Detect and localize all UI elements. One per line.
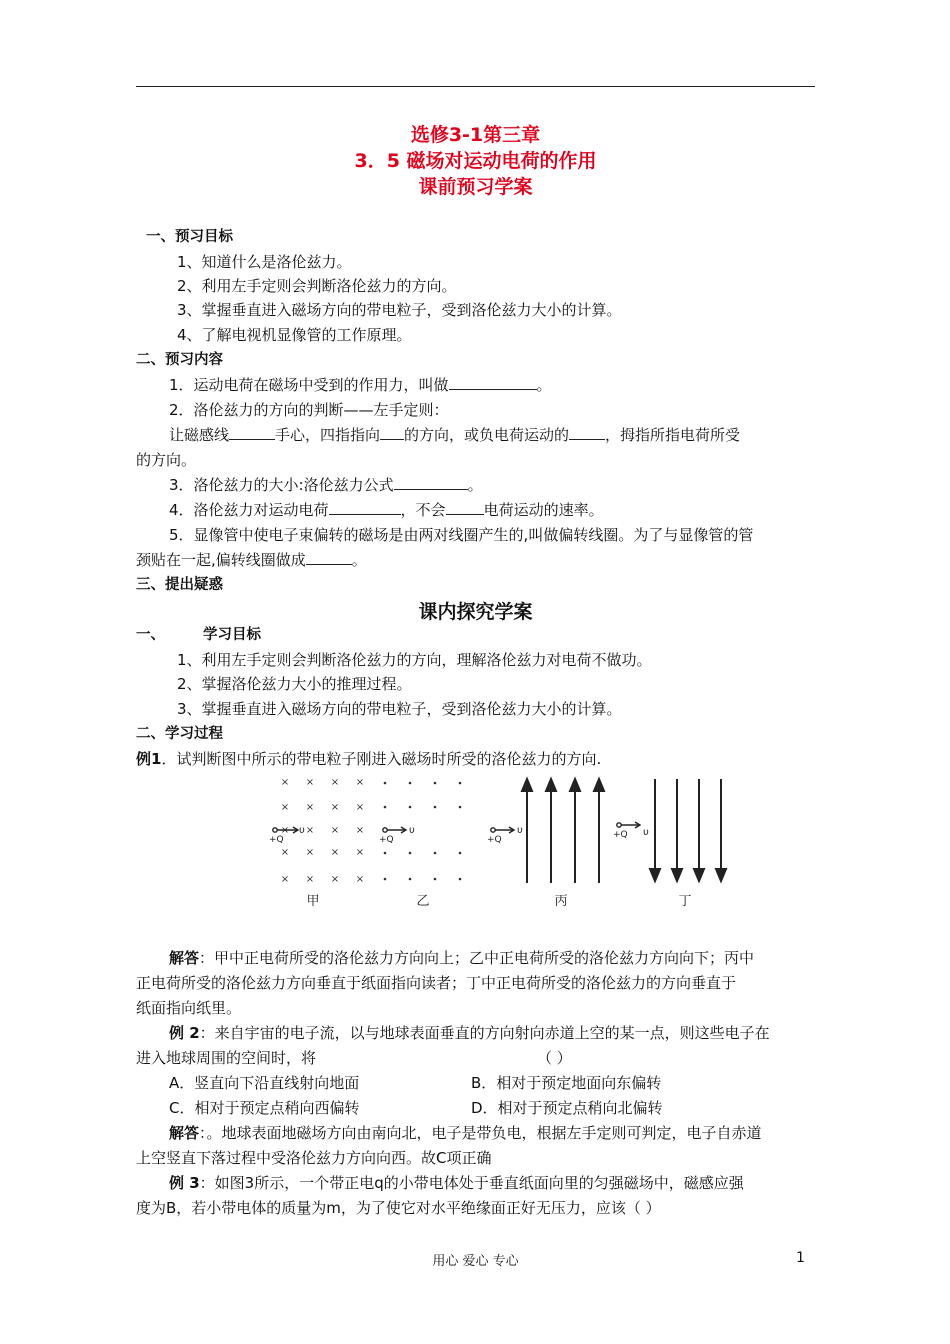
example-2 xyxy=(169,1021,849,1045)
example-1-text: ．试判断图中所示的带电粒子刚进入磁场时所受的洛伦兹力的方向. xyxy=(161,750,602,768)
example-3-line-2: 度为B，若小带电体的质量为m，为了使它对水平绝缘面正好无压力，应该（ ） xyxy=(136,1199,661,1217)
option-a: A．竖直向下沿直线射向地面 xyxy=(169,1074,360,1092)
fill-blank[interactable] xyxy=(394,473,468,490)
option-b: B．相对于预定地面向东偏转 xyxy=(471,1074,662,1092)
fill-blank[interactable] xyxy=(329,498,401,515)
velocity-label-bing: υ xyxy=(517,825,523,836)
example-2-text: ：来自宇宙的电子流，以与地球表面垂直的方向射向赤道上空的某一点，则这些电子在 xyxy=(199,1024,770,1042)
svg-text:×: × xyxy=(355,874,365,885)
svg-text:×: × xyxy=(305,847,315,858)
fill-blank[interactable] xyxy=(380,423,404,440)
content-item-2: 2．洛伦兹力的方向的判断——左手定则： xyxy=(169,401,449,419)
header-rule xyxy=(136,86,815,87)
content-item-4-text: 4．洛伦兹力对运动电荷 xyxy=(169,501,329,519)
answer-2 xyxy=(169,1121,849,1145)
field-dots-yi xyxy=(384,782,462,881)
example-3 xyxy=(169,1171,849,1195)
title-preview: 课前预习学案 xyxy=(418,176,533,198)
magnetic-field-figure xyxy=(255,775,735,910)
panel-label-jia: 甲 xyxy=(306,894,320,909)
option-d: D．相对于预定点稍向北偏转 xyxy=(471,1099,663,1117)
example-1 xyxy=(136,747,816,771)
answer-1-text: ：甲中正电荷所受的洛伦兹力方向向上；乙中正电荷所受的洛伦兹力方向向下；丙中 xyxy=(199,949,755,967)
charge-yi xyxy=(383,827,406,833)
rule-text-3: 的方向，或负电荷运动的 xyxy=(404,426,570,444)
svg-text:×: × xyxy=(280,847,290,858)
answer-1-line-2: 正电荷所受的洛伦兹力方向垂直于纸面指向读者；丁中正电荷所受的洛伦兹力的方向垂直于 xyxy=(136,974,737,992)
content-item-5-text: 颈贴在一起,偏转线圈做成 xyxy=(136,551,306,569)
example-1-label: 例1 xyxy=(136,750,162,768)
field-lines-bing xyxy=(522,779,604,883)
panel-label-yi: 乙 xyxy=(416,894,430,909)
preview-goal-3: 3、掌握垂直进入磁场方向的带电粒子，受到洛伦兹力大小的计算。 xyxy=(177,301,622,319)
velocity-label-jia: υ xyxy=(299,825,305,836)
content-item-4-end: 电荷运动的速率。 xyxy=(483,501,604,519)
inclass-goal-3: 3、掌握垂直进入磁场方向的带电粒子，受到洛伦兹力大小的计算。 xyxy=(177,700,622,718)
content-item-5-end: 。 xyxy=(351,551,367,569)
fill-blank[interactable] xyxy=(446,498,484,515)
title-section: 3．5 磁场对运动电荷的作用 xyxy=(354,150,597,172)
preview-goal-4: 4、了解电视机显像管的工作原理。 xyxy=(177,326,412,344)
svg-text:×: × xyxy=(280,825,290,836)
svg-text:×: × xyxy=(280,802,290,813)
answer-2-label: 解答 xyxy=(169,1124,200,1142)
content-item-4-mid: ，不会 xyxy=(400,501,446,519)
answer-2-text: ：。地球表面地磁场方向由南向北，电子是带负电，根据左手定则可判定，电子自赤道 xyxy=(199,1124,762,1142)
field-lines-ding xyxy=(650,779,726,881)
inclass-goal-2: 2、掌握洛伦兹力大小的推理过程。 xyxy=(177,675,412,693)
svg-text:×: × xyxy=(330,874,340,885)
svg-text:×: × xyxy=(355,825,365,836)
inclass-goal-1: 1、利用左手定则会判断洛伦兹力的方向，理解洛伦兹力对电荷不做功。 xyxy=(177,651,652,669)
answer-2-line-2: 上空竖直下落过程中受洛伦兹力方向向西。故C项正确 xyxy=(136,1149,492,1167)
content-item-1 xyxy=(169,373,849,397)
inclass-heading: 课内探究学案 xyxy=(418,601,533,623)
field-crosses-jia xyxy=(281,777,364,885)
panel-label-ding: 丁 xyxy=(678,894,692,909)
svg-text:×: × xyxy=(355,802,365,813)
charge-label-jia: +Q xyxy=(269,835,284,845)
preview-content-heading: 二、预习内容 xyxy=(136,352,223,368)
svg-text:×: × xyxy=(330,847,340,858)
charge-label-bing: +Q xyxy=(487,835,502,845)
fill-blank[interactable] xyxy=(229,423,275,440)
content-item-5: 5．显像管中使电子束偏转的磁场是由两对线圈产生的,叫做偏转线圈。为了与显像管的管 xyxy=(169,526,754,544)
content-item-4 xyxy=(169,498,849,522)
example-3-text: ：如图3所示，一个带正电q的小带电体处于垂直纸面向里的匀强磁场中，磁感应强 xyxy=(199,1174,744,1192)
rule-text-1: 让磁感线 xyxy=(169,426,230,444)
example-2-line-2: 进入地球周围的空间时，将 xyxy=(136,1049,317,1067)
content-item-3-text: 3．洛伦兹力的大小:洛伦兹力公式 xyxy=(169,476,394,494)
panel-label-bing: 丙 xyxy=(554,894,568,909)
svg-text:×: × xyxy=(280,777,290,788)
content-item-3 xyxy=(169,473,849,497)
svg-text:×: × xyxy=(305,802,315,813)
content-item-3-end: 。 xyxy=(467,476,483,494)
content-item-2-rule-cont: 的方向。 xyxy=(136,451,197,469)
svg-text:×: × xyxy=(355,777,365,788)
charge-label-yi: +Q xyxy=(379,835,394,845)
fill-blank[interactable] xyxy=(306,548,352,565)
preview-goals-heading: 一、预习目标 xyxy=(146,229,233,245)
answer-1 xyxy=(169,946,849,970)
answer-bracket[interactable]: （ ） xyxy=(537,1049,572,1067)
charge-label-ding: +Q xyxy=(613,830,628,840)
svg-text:×: × xyxy=(355,847,365,858)
charge-bing xyxy=(491,827,514,833)
preview-goal-2: 2、利用左手定则会判断洛伦兹力的方向。 xyxy=(177,277,457,295)
svg-text:×: × xyxy=(305,825,315,836)
svg-text:×: × xyxy=(305,874,315,885)
answer-1-line-3: 纸面指向纸里。 xyxy=(136,999,242,1017)
doubt-heading: 三、提出疑惑 xyxy=(136,577,223,593)
inclass-goals-heading xyxy=(136,623,816,647)
svg-text:×: × xyxy=(330,802,340,813)
fill-blank[interactable] xyxy=(569,423,605,440)
content-item-1-text: 1．运动电荷在磁场中受到的作用力，叫做 xyxy=(169,376,449,394)
process-heading: 二、学习过程 xyxy=(136,726,223,742)
answer-1-label: 解答 xyxy=(169,949,200,967)
rule-text-4: ，拇指所指电荷所受 xyxy=(605,426,741,444)
content-item-2-rule xyxy=(169,423,849,447)
svg-text:×: × xyxy=(305,777,315,788)
content-item-5-cont xyxy=(136,548,816,572)
svg-text:×: × xyxy=(280,874,290,885)
title-chapter: 选修3-1第三章 xyxy=(410,124,541,146)
svg-text:×: × xyxy=(330,777,340,788)
example-3-label: 例 3 xyxy=(169,1174,200,1192)
fill-blank[interactable] xyxy=(449,373,537,390)
footer-motto: 用心 爱心 专心 xyxy=(432,1254,519,1269)
inclass-goals-text: 学习目标 xyxy=(203,627,261,643)
preview-goal-1: 1、知道什么是洛伦兹力。 xyxy=(177,253,352,271)
example-2-label: 例 2 xyxy=(169,1024,200,1042)
inclass-goals-num: 一、 xyxy=(136,627,165,643)
page-number: 1 xyxy=(796,1250,805,1266)
rule-text-2: 手心，四指指向 xyxy=(275,426,381,444)
option-c: C．相对于预定点稍向西偏转 xyxy=(169,1099,360,1117)
velocity-label-ding: υ xyxy=(643,827,649,838)
velocity-label-yi: υ xyxy=(409,825,415,836)
content-item-1-end: 。 xyxy=(536,376,552,394)
charge-ding xyxy=(617,822,640,828)
svg-text:×: × xyxy=(330,825,340,836)
